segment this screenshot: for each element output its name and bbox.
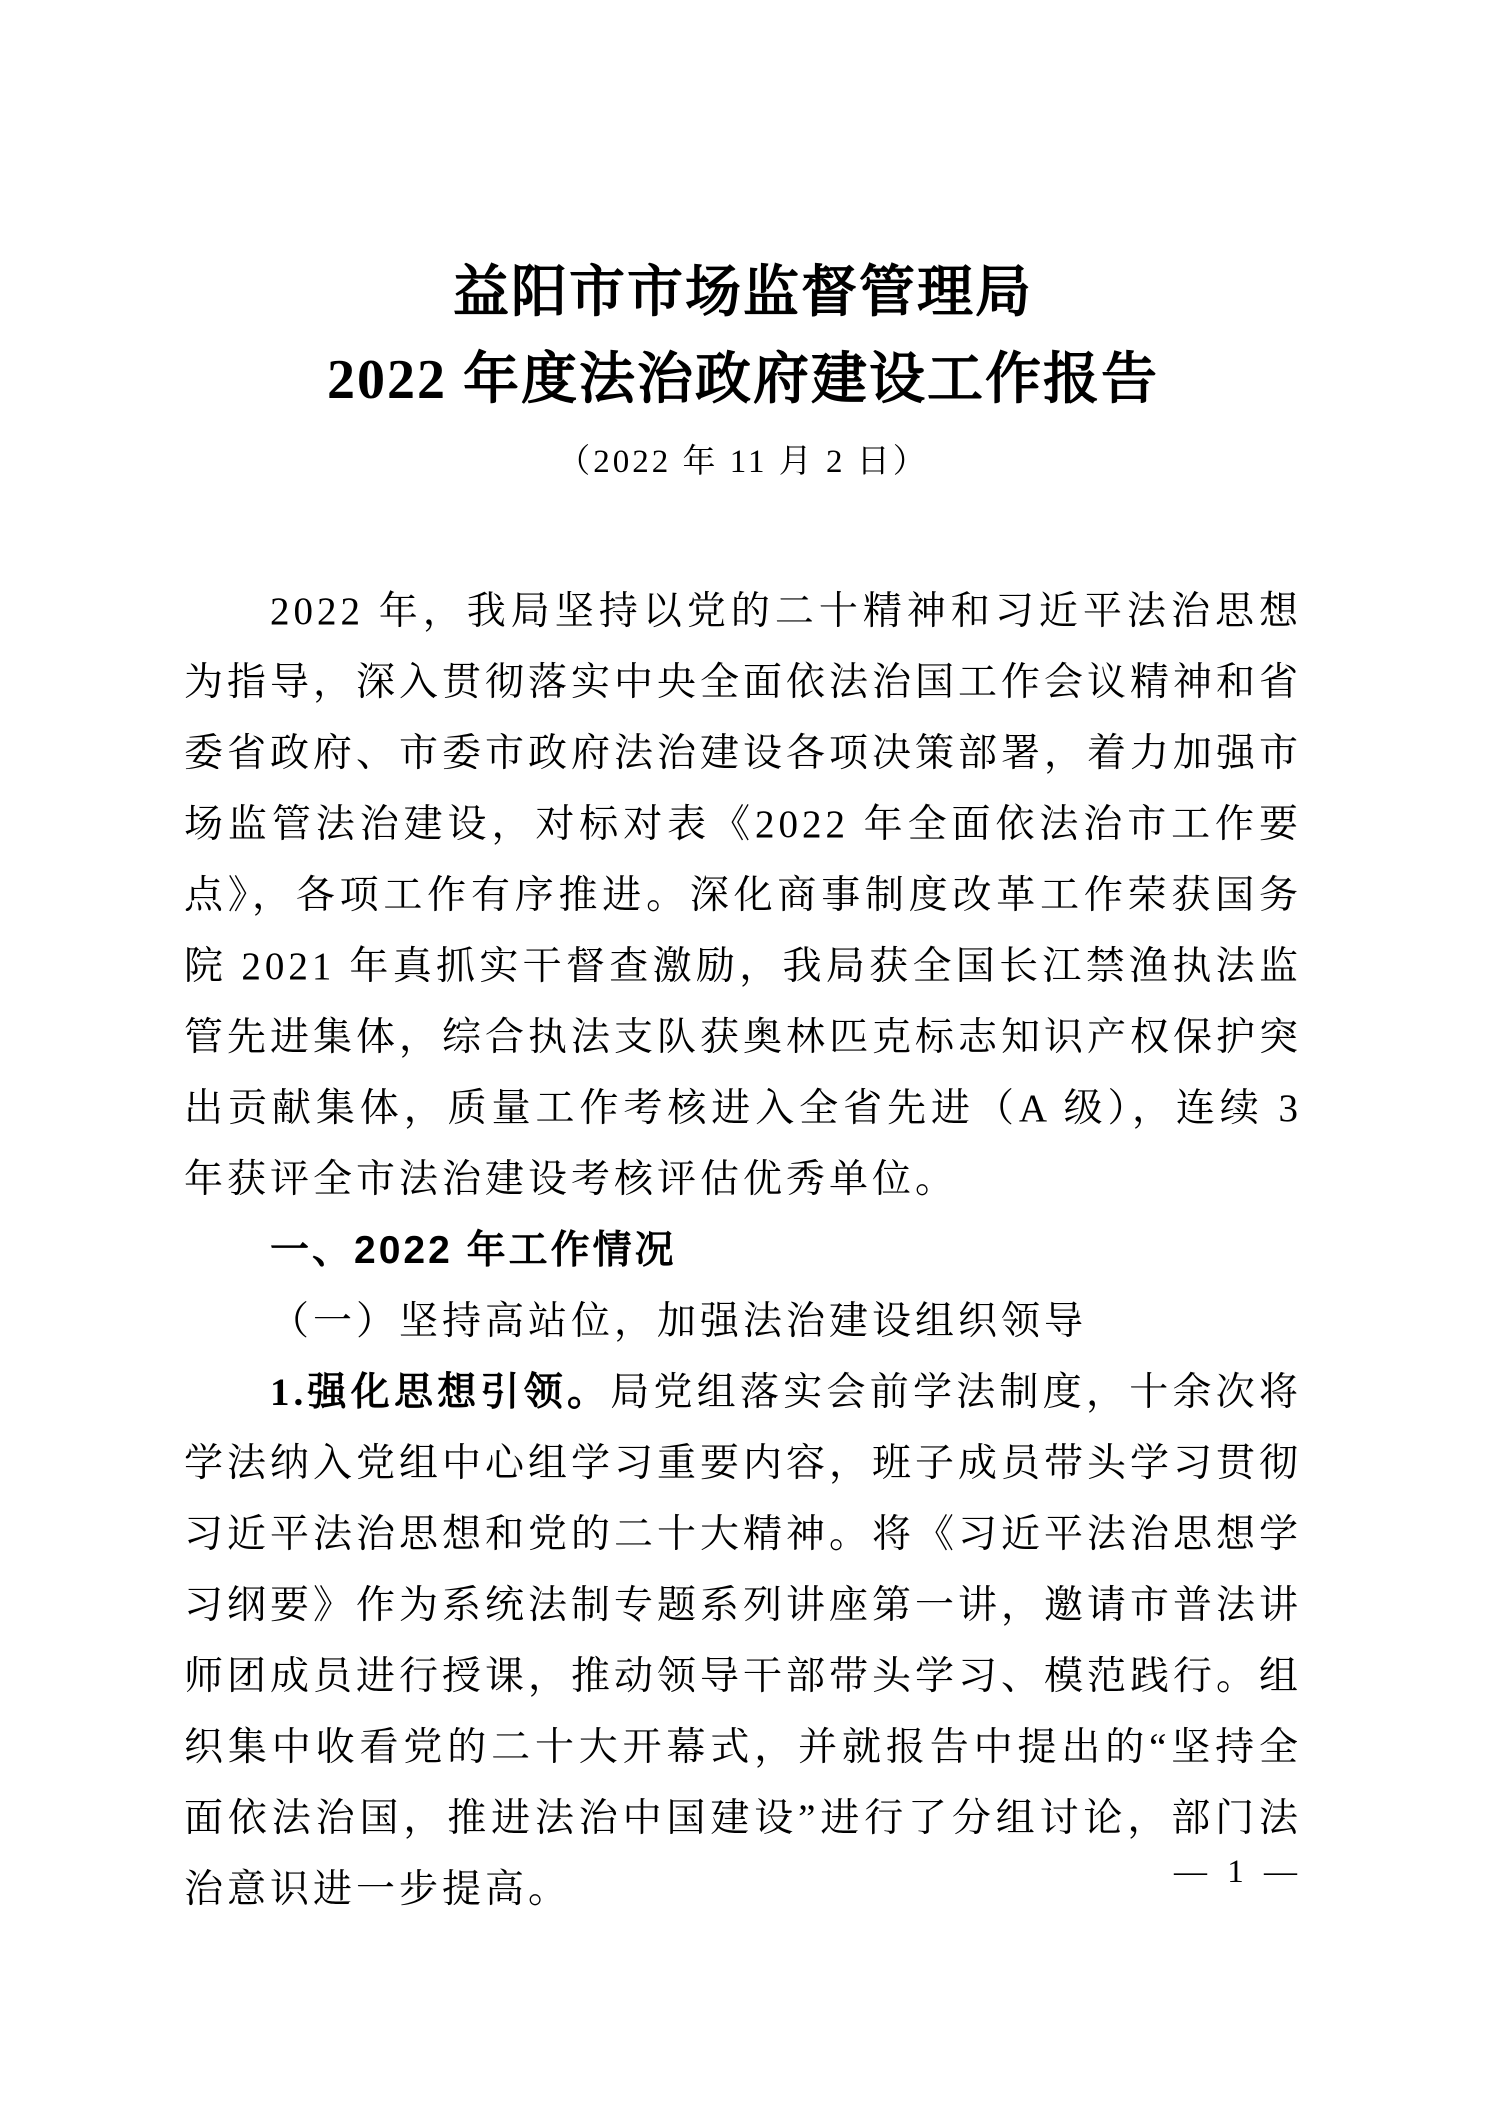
document-content: [184, 0, 1302, 1925]
document-title-line1: 益阳市市场监督管理局: [453, 262, 1033, 324]
paragraph-point-1: [184, 1357, 1302, 1925]
document-dateline: （2022 年 11 月 2 日）: [557, 444, 929, 480]
paragraph-point-1-text: 局党组落实会前学法制度，十余次将学法纳入党组中心组学习重要内容，班子成员带头学习贯彻习近平法治思想和党的二十大精神。将《习近平法治思想学习纲要》作为系统法制专题系列讲座第一讲，邀请市普法讲师团成员进行授课，推动领导干部带头学习、模范践行。组织集中收看党的二十大开幕式，并就报告中提出的“坚持全面依法治国，推进法治中国建设”进行了分组讨论，部门法治意识进一步提高。: [184, 1371, 1303, 1911]
section-heading-work-overview: 一、2022 年工作情况: [270, 1229, 677, 1272]
document-body: [184, 576, 1302, 1925]
document-title-block: [184, 0, 1302, 424]
paragraph-point-1-lead: 1.强化思想引领。: [270, 1371, 611, 1414]
page-number: — 1 —: [1174, 1854, 1303, 1890]
document-title-line2: 2022 年度法治政府建设工作报告: [327, 349, 1159, 411]
subsection-heading-organizational-leadership: （一）坚持高站位，加强法治建设组织领导: [270, 1300, 1088, 1343]
paragraph-intro: 2022 年，我局坚持以党的二十精神和习近平法治思想为指导，深入贯彻落实中央全面依法治国工作会议精神和省委省政府、市委市政府法治建设各项决策部署，着力加强市场监管法治建设，对标对表《2022 年全面依法治市工作要点》，各项工作有序推进。深化商事制度改革工作荣获国务院 2021 年真抓实干督查激励，我局获全国长江禁渔执法监管先进集体，综合执法支队获奥林匹克标志知识产权保护突出贡献集体，质量工作考核进入全省先进（A 级），连续 3 年获评全市法治建设考核评估优秀单位。: [184, 590, 1303, 1201]
